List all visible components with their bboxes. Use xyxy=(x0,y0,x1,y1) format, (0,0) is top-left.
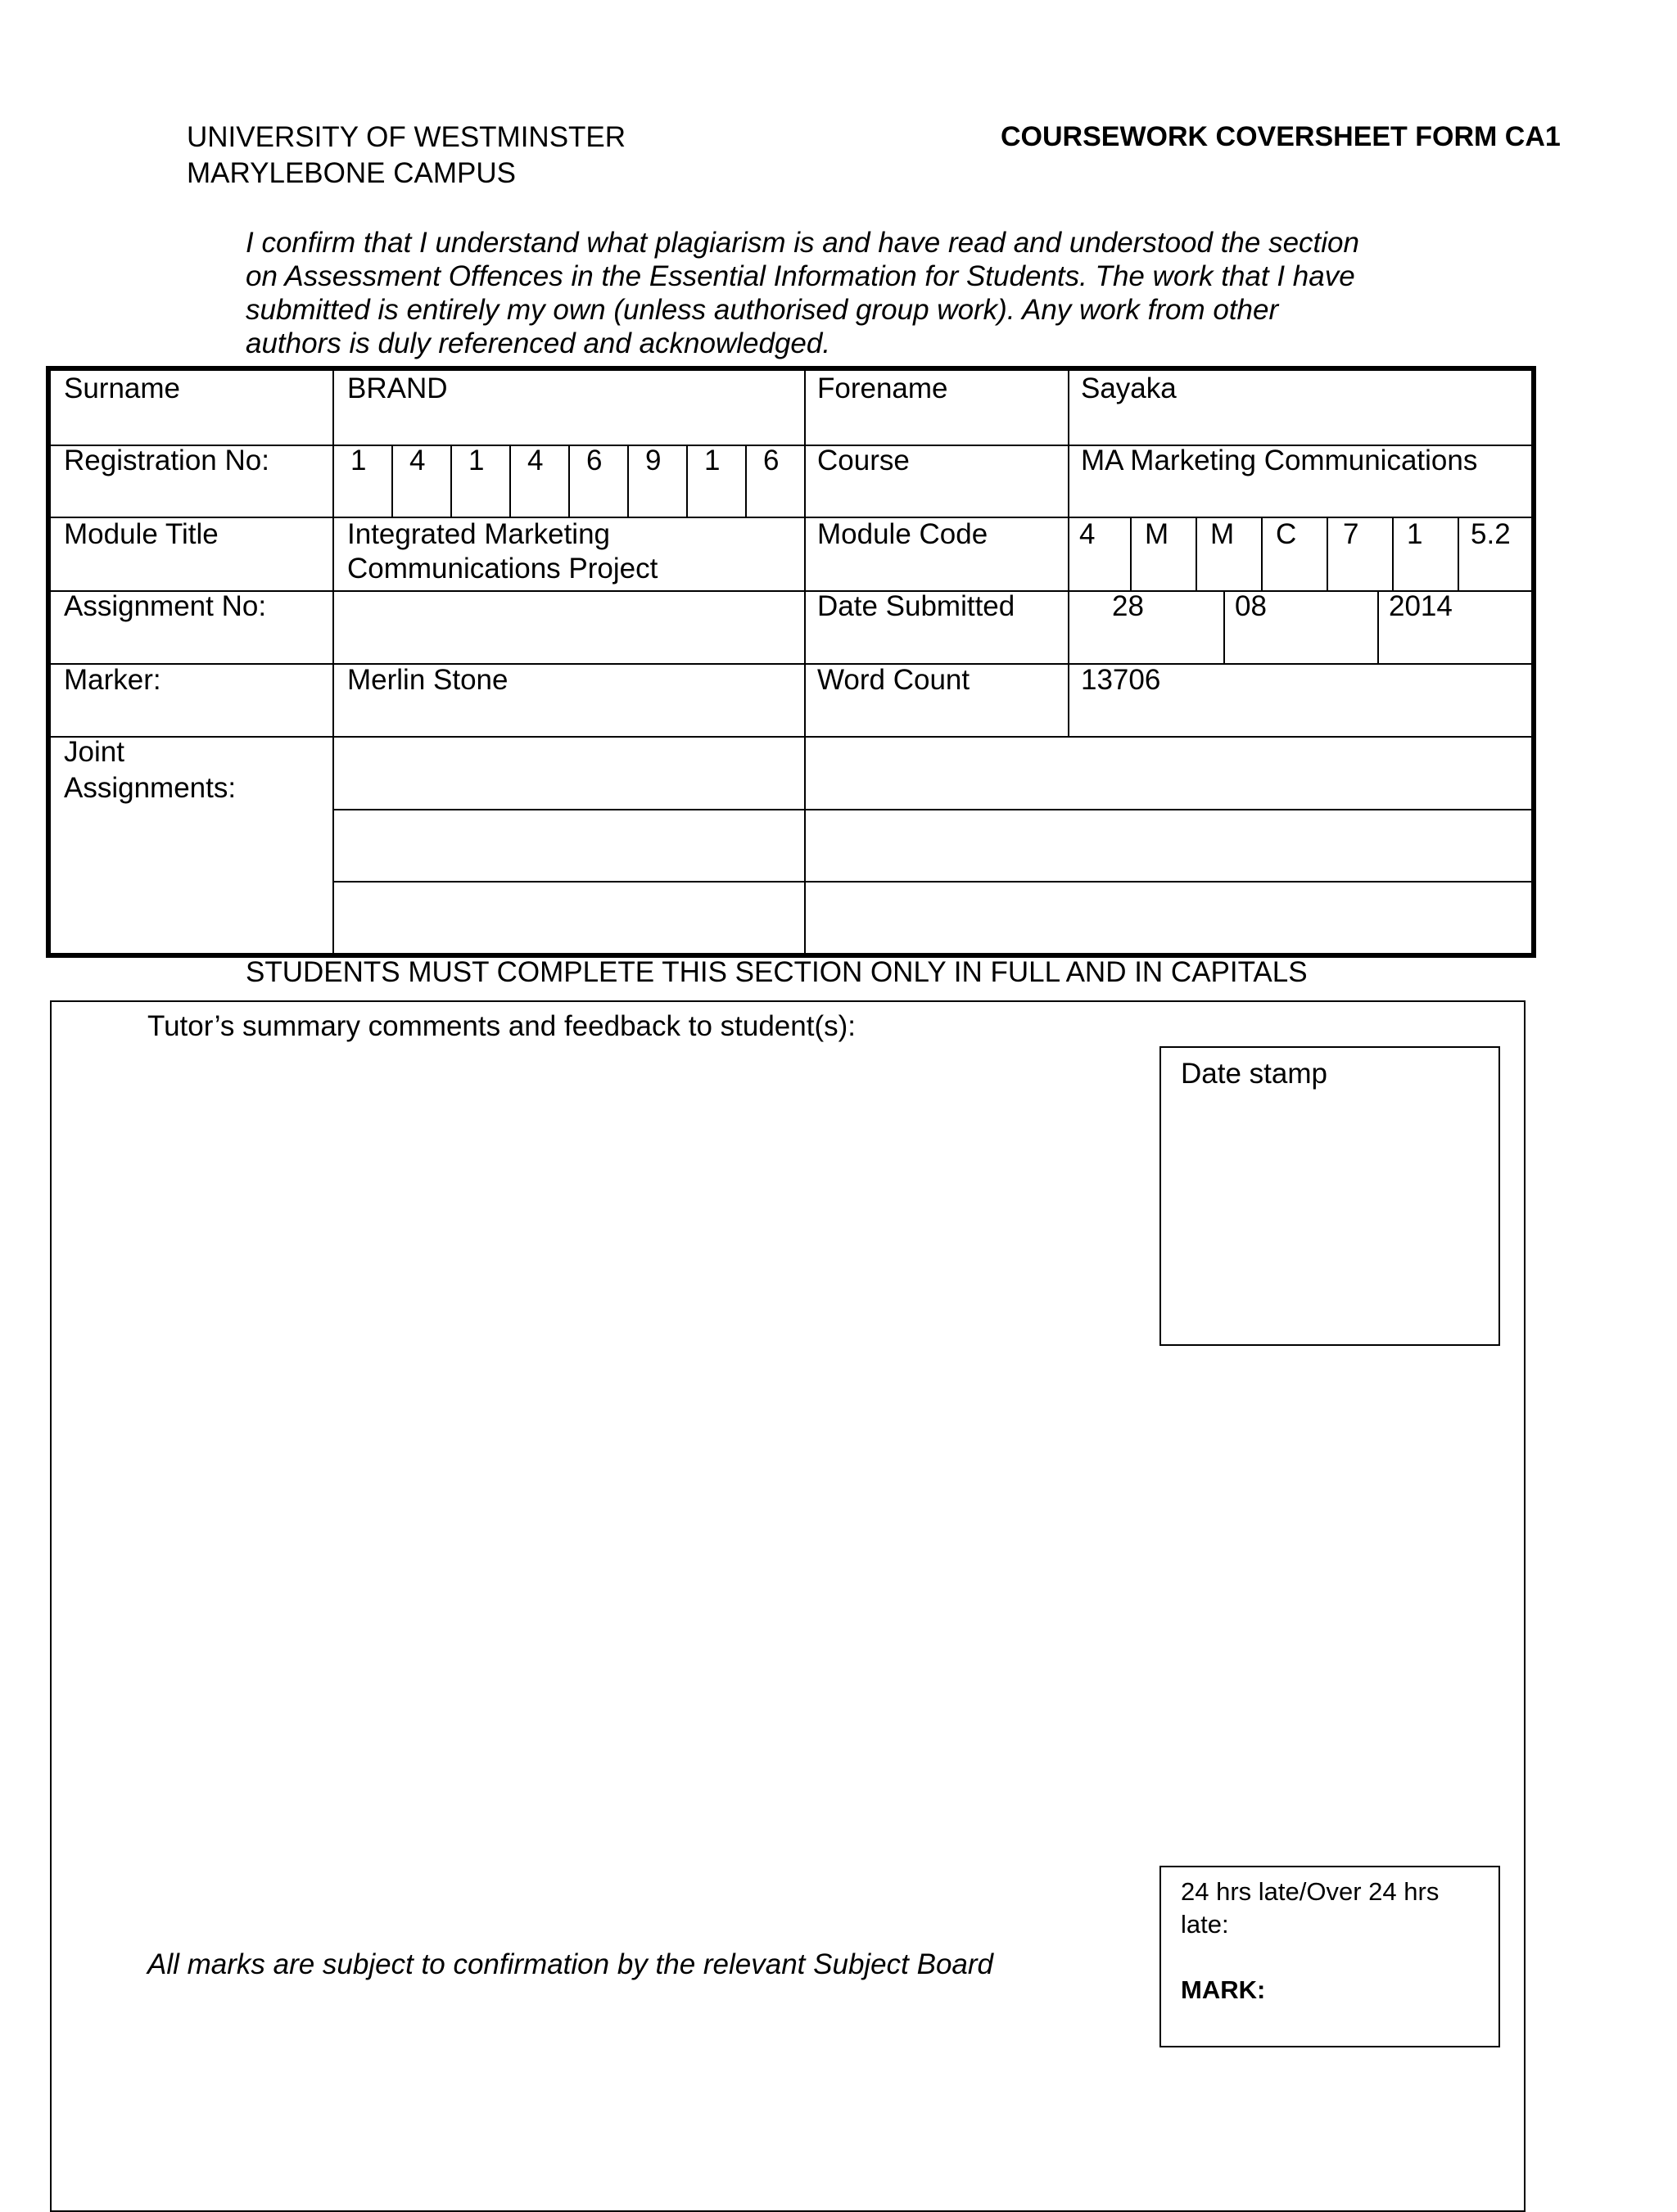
digit-divider xyxy=(686,445,688,517)
registration-digit[interactable]: 1 xyxy=(704,445,721,476)
row-divider xyxy=(332,881,1531,883)
registration-digit[interactable]: 6 xyxy=(586,445,603,476)
module-code-char[interactable]: M xyxy=(1210,518,1235,550)
date-divider xyxy=(1377,590,1379,663)
plagiarism-declaration xyxy=(246,226,1359,360)
registration-label: Registration No: xyxy=(64,445,269,476)
tutor-comments-label: Tutor’s summary comments and feedback to student(s): xyxy=(147,1010,856,1042)
date-month[interactable]: 08 xyxy=(1235,590,1267,622)
date-day[interactable]: 28 xyxy=(1112,590,1144,622)
declaration-line: authors is duly referenced and acknowledged. xyxy=(246,327,831,359)
code-divider xyxy=(1327,517,1328,590)
date-year[interactable]: 2014 xyxy=(1389,590,1453,622)
row-divider xyxy=(51,736,1531,738)
digit-divider xyxy=(568,445,570,517)
registration-digit[interactable]: 6 xyxy=(763,445,780,476)
word-count-label: Word Count xyxy=(817,664,970,696)
late-label-line1: 24 hrs late/Over 24 hrs xyxy=(1181,1877,1440,1906)
module-code-char[interactable]: M xyxy=(1145,518,1169,550)
row-divider xyxy=(51,590,1531,592)
assignment-label: Assignment No: xyxy=(64,590,267,622)
institution-name: UNIVERSITY OF WESTMINSTER xyxy=(187,121,626,153)
digit-divider xyxy=(745,445,747,517)
surname-label: Surname xyxy=(64,372,181,404)
col-divider xyxy=(332,371,334,953)
registration-digit[interactable]: 9 xyxy=(645,445,662,476)
digit-divider xyxy=(627,445,629,517)
module-code-char[interactable]: 4 xyxy=(1079,518,1096,550)
digit-divider xyxy=(509,445,511,517)
module-title-line1[interactable]: Integrated Marketing xyxy=(347,518,611,550)
module-code-label: Module Code xyxy=(817,518,988,550)
row-divider xyxy=(51,663,1531,665)
marker-value[interactable]: Merlin Stone xyxy=(347,664,509,696)
declaration-line: submitted is entirely my own (unless authorised group work). Any work from other xyxy=(246,294,1279,326)
module-code-char[interactable]: 5.2 xyxy=(1471,518,1511,550)
code-divider xyxy=(1130,517,1132,590)
campus-name: MARYLEBONE CAMPUS xyxy=(187,157,516,189)
marks-confirmation-note: All marks are subject to confirmation by the relevant Subject Board xyxy=(147,1948,993,1980)
row-divider xyxy=(51,517,1531,518)
date-divider xyxy=(1223,590,1225,663)
declaration-line: I confirm that I understand what plagiarism is and have read and understood the section xyxy=(246,227,1359,259)
declaration-line: on Assessment Offences in the Essential Information for Students. The work that I have xyxy=(246,260,1355,292)
surname-value[interactable]: BRAND xyxy=(347,372,448,404)
course-value[interactable]: MA Marketing Communications xyxy=(1081,445,1478,476)
registration-digit[interactable]: 1 xyxy=(350,445,367,476)
joint-assignments-label-line1: Joint xyxy=(64,736,124,768)
registration-digit[interactable]: 4 xyxy=(409,445,426,476)
col-divider xyxy=(804,371,806,953)
course-label: Course xyxy=(817,445,910,476)
registration-digit[interactable]: 4 xyxy=(527,445,544,476)
digit-divider xyxy=(391,445,393,517)
row-divider xyxy=(332,809,1531,810)
word-count-value[interactable]: 13706 xyxy=(1081,664,1161,696)
student-info-table xyxy=(46,366,1536,958)
forename-label: Forename xyxy=(817,372,948,404)
form-title: COURSEWORK COVERSHEET FORM CA1 xyxy=(1001,121,1561,152)
module-title-label: Module Title xyxy=(64,518,219,550)
marker-label: Marker: xyxy=(64,664,161,696)
digit-divider xyxy=(450,445,452,517)
forename-value[interactable]: Sayaka xyxy=(1081,372,1177,404)
module-code-char[interactable]: 7 xyxy=(1343,518,1359,550)
code-divider xyxy=(1458,517,1459,590)
capitals-notice: STUDENTS MUST COMPLETE THIS SECTION ONLY IN FULL AND IN CAPITALS xyxy=(246,956,1308,988)
joint-assignments-label-line2: Assignments: xyxy=(64,772,237,804)
code-divider xyxy=(1261,517,1263,590)
date-stamp-label: Date stamp xyxy=(1181,1058,1327,1090)
code-divider xyxy=(1392,517,1394,590)
module-code-char[interactable]: C xyxy=(1276,518,1297,550)
module-code-char[interactable]: 1 xyxy=(1407,518,1423,550)
col-divider xyxy=(1068,371,1069,736)
registration-digit[interactable]: 1 xyxy=(468,445,485,476)
date-submitted-label: Date Submitted xyxy=(817,590,1015,622)
module-title-line2[interactable]: Communications Project xyxy=(347,553,658,585)
code-divider xyxy=(1196,517,1197,590)
late-label-line2: late: xyxy=(1181,1910,1229,1939)
mark-label: MARK: xyxy=(1181,1975,1266,2004)
